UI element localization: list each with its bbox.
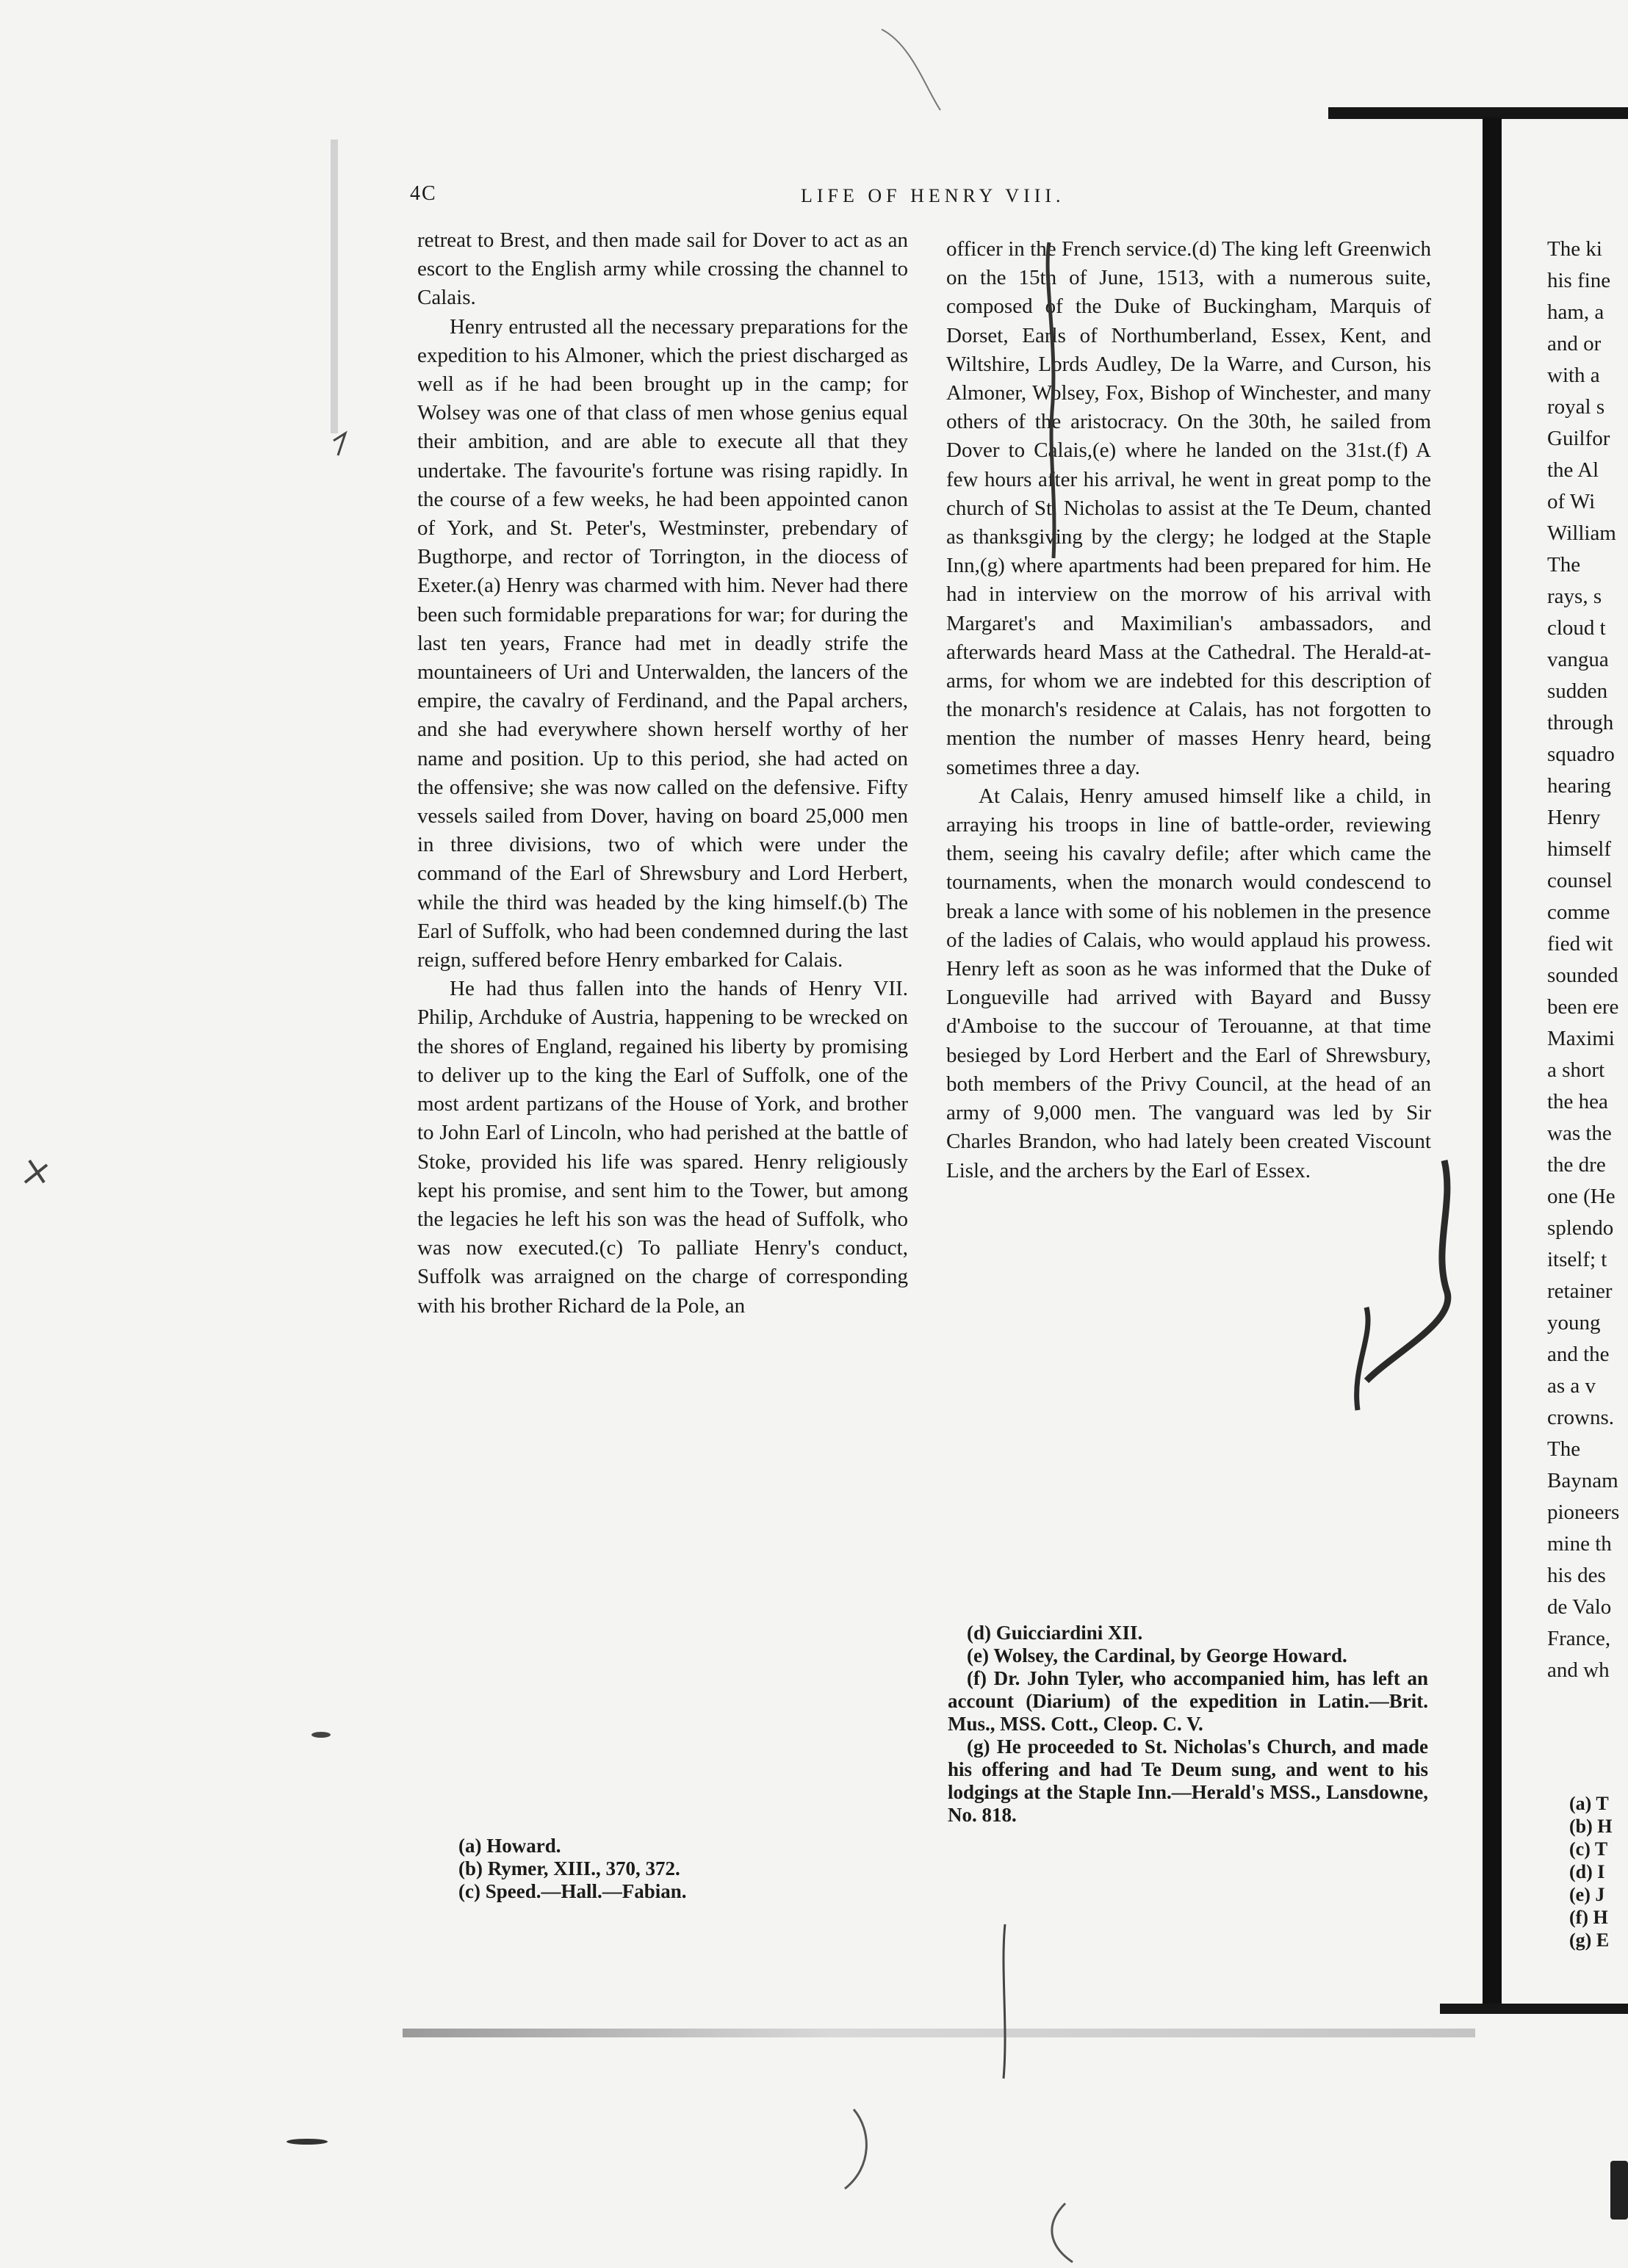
fragment-line: de Valo (1547, 1595, 1612, 1619)
footnote: (d) Guicciardini XII. (967, 1622, 1143, 1644)
paragraph: retreat to Brest, and then made sail for Dover to act as an escort to the English army while crossing the channel to Calais. (417, 228, 908, 310)
pen-stroke (1052, 2203, 1073, 2262)
fragment-line: was the (1547, 1122, 1612, 1145)
fragment-line: the hea (1547, 1090, 1608, 1113)
fragment-footnote: (d) I (1569, 1861, 1605, 1882)
fragment-line: comme (1547, 900, 1610, 924)
pen-stroke (1048, 242, 1054, 558)
running-title: LIFE OF HENRY VIII. (801, 185, 1065, 206)
fragment-footnote: (b) H (1569, 1816, 1613, 1837)
fragment-line: Maximi (1547, 1027, 1615, 1050)
paragraph: At Calais, Henry amused himself like a child, in arraying his troops in line of battle-order, reviewing them, seeing his cavalry defile; after which came the tournaments, when the monarch would condescend to break a lance with some of his noblemen in the presence of the ladies of Calais, who would applaud his prowess. Henry left as soon as he was informed that the Duke of Longueville had arrived with Bayard and Bussy d'Amboise to the succour of Terouanne, at that time besieged by Lord Herbert and the Earl of Shrewsbury, both members of the Privy Council, at the head of an army of 9,000 men. The vanguard was led by Sir Charles Brandon, who had lately been created Viscount Lisle, and the archers by the Earl of Essex. (946, 784, 1431, 1182)
fragment-line: the Al (1547, 458, 1599, 482)
page-number: 4C (410, 182, 437, 205)
fragment-line: one (He (1547, 1185, 1616, 1208)
fragment-line: and the (1547, 1343, 1610, 1366)
fragment-line: Henry (1547, 806, 1601, 829)
fragment-line: been ere (1547, 995, 1619, 1019)
fragment-line: itself; t (1547, 1248, 1607, 1271)
fragment-line: through (1547, 711, 1614, 734)
pen-stroke (882, 29, 940, 110)
fragment-line: The (1547, 1437, 1581, 1461)
fragment-footnote: (f) H (1569, 1907, 1608, 1928)
footnote: (b) Rymer, XIII., 370, 372. (458, 1857, 680, 1879)
fragment-line: cloud t (1547, 616, 1606, 640)
fragment-line: and or (1547, 332, 1602, 355)
pen-stroke (1357, 1307, 1368, 1410)
fragment-line: himself (1547, 837, 1611, 861)
pen-stroke (334, 433, 345, 455)
fragment-line: hearing (1547, 774, 1611, 798)
fragment-line: France, (1547, 1627, 1611, 1650)
fragment-line: squadro (1547, 743, 1615, 766)
fragment-line: Guilfor (1547, 427, 1610, 450)
pen-stroke (1366, 1160, 1448, 1381)
fragment-line: and wh (1547, 1658, 1610, 1682)
fragment-line: his fine (1547, 269, 1611, 292)
fragment-line: royal s (1547, 395, 1605, 419)
fragment-line: with a (1547, 364, 1600, 387)
fragment-line: rays, s (1547, 585, 1602, 608)
footnote: (a) Howard. (458, 1835, 561, 1857)
fragment-line: sounded (1547, 964, 1618, 987)
fragment-line: mine th (1547, 1532, 1612, 1556)
fragment-line: ham, a (1547, 300, 1604, 324)
fragment-footnote: (c) T (1569, 1838, 1608, 1860)
fragment-line: a short (1547, 1058, 1605, 1082)
fragment-line: young (1547, 1311, 1601, 1335)
fragment-line: Baynam (1547, 1469, 1618, 1492)
fragment-line: The ki (1547, 237, 1602, 261)
fragment-line: counsel (1547, 869, 1613, 892)
pen-stroke (1004, 1924, 1005, 2079)
paragraph: He had thus fallen into the hands of Henry VII. Philip, Archduke of Austria, happening to be wrecked on the shores of England, regained his liberty by promising to deliver up to the king the Earl of Suffolk, one of the most ardent partizans of the House of York, and brother to John Earl of Lincoln, who had perished at the battle of Stoke, provided his life was spared. Henry religiously kept his promise, and sent him to the Tower, but among the legacies he left his son was the head of Suffolk, who was now executed.(c) To palliate Henry's conduct, Suffolk was arraigned on the charge of corresponding with his brother Richard de la Pole, an (417, 977, 908, 1318)
footnote: (c) Speed.—Hall.—Fabian. (458, 1880, 687, 1902)
fragment-line: crowns. (1547, 1406, 1615, 1429)
footnote: (e) Wolsey, the Cardinal, by George Howard. (967, 1644, 1347, 1666)
fragment-line: as a v (1547, 1374, 1596, 1398)
fragment-line: splendo (1547, 1216, 1614, 1240)
pen-stroke (25, 1160, 47, 1182)
pen-stroke (845, 2109, 866, 2189)
fragment-line: William (1547, 521, 1616, 545)
fragment-line: sudden (1547, 679, 1608, 703)
fragment-footnote: (g) E (1569, 1929, 1610, 1951)
fragment-footnote: (a) T (1569, 1793, 1609, 1814)
fragment-line: fied wit (1547, 932, 1613, 956)
fragment-line: The (1547, 553, 1581, 577)
fragment-line: vangua (1547, 648, 1609, 671)
paragraph: officer in the French service.(d) The king left Greenwich on the 15th of June, 1513, with a numerous suite, composed of the Duke of Buckingham, Marquis of Dorset, Earls of Northumberland, Essex, Kent, and Wiltshire, Lords Audley, De la Warre, and Curson, his Almoner, Wolsey, Fox, Bishop of Winchester, and many others of the aristocracy. On the 30th, he sailed from Dover to Calais,(e) where he landed on the 31st.(f) A few hours after his arrival, he went in great pomp to the church of St. Nicholas to assist at the Te Deum, chanted as thanksgiving by the clergy; he lodged at the Staple Inn,(g) where apartments had been prepared for him. He had in interview on the morrow of his arrival with Margaret's and Maximilian's ambassadors, and afterwards heard Mass at the Cathedral. The Herald-at-arms, for whom we are indebted for this description of the monarch's residence at Calais, has not forgotten to mention the number of masses Henry heard, being sometimes three a day. (946, 237, 1431, 779)
fragment-line: the dre (1547, 1153, 1606, 1177)
fragment-line: his des (1547, 1564, 1606, 1587)
fragment-line: pioneers (1547, 1500, 1620, 1524)
fragment-footnote: (e) J (1569, 1884, 1605, 1905)
paragraph: Henry entrusted all the necessary preparations for the expedition to his Almoner, which the priest discharged as well as if he had been brought up in the camp; for Wolsey was one of that class of men whose genius equal their ambition, and are able to execute all that they undertake. The favourite's fortune was rising rapidly. In the course of a few weeks, he had been appointed canon of York, and St. Peter's, Westminster, prebendary of Bugthorpe, and rector of Torrington, in the diocess of Exeter.(a) Henry was charmed with him. Never had there been such formidable preparations for war; for during the last ten years, France had met in deadly strife the mountaineers of Uri and Unterwalden, the lancers of the empire, the cavalry of Ferdinand, and the Papal archers, and she had everywhere shown herself worthy of her name and position. Up to this period, she had acted on the offensive; she was now called on the defensive. Fifty vessels sailed from Dover, having on board 25,000 men in three divisions, two of which were under the command of the Earl of Shrewsbury and Lord Herbert, while the third was headed by the king himself.(b) The Earl of Suffolk, who had been condemned during the last reign, suffered before Henry embarked for Calais. (417, 314, 908, 972)
fragment-line: retainer (1547, 1279, 1613, 1303)
fragment-line: of Wi (1547, 490, 1596, 513)
footnote: (f) Dr. John Tyler, who accompanied him, has left an account (Diarium) of the expedition in Latin.—Brit. Mus., MSS. Cott., Cleop. C. V. (948, 1667, 1428, 1735)
footnote: (g) He proceeded to St. Nicholas's Church, and made his offering and had Te Deum sung, and went to his lodgings at the Staple Inn.—Herald's MSS., Lansdowne, No. 818. (948, 1736, 1428, 1826)
